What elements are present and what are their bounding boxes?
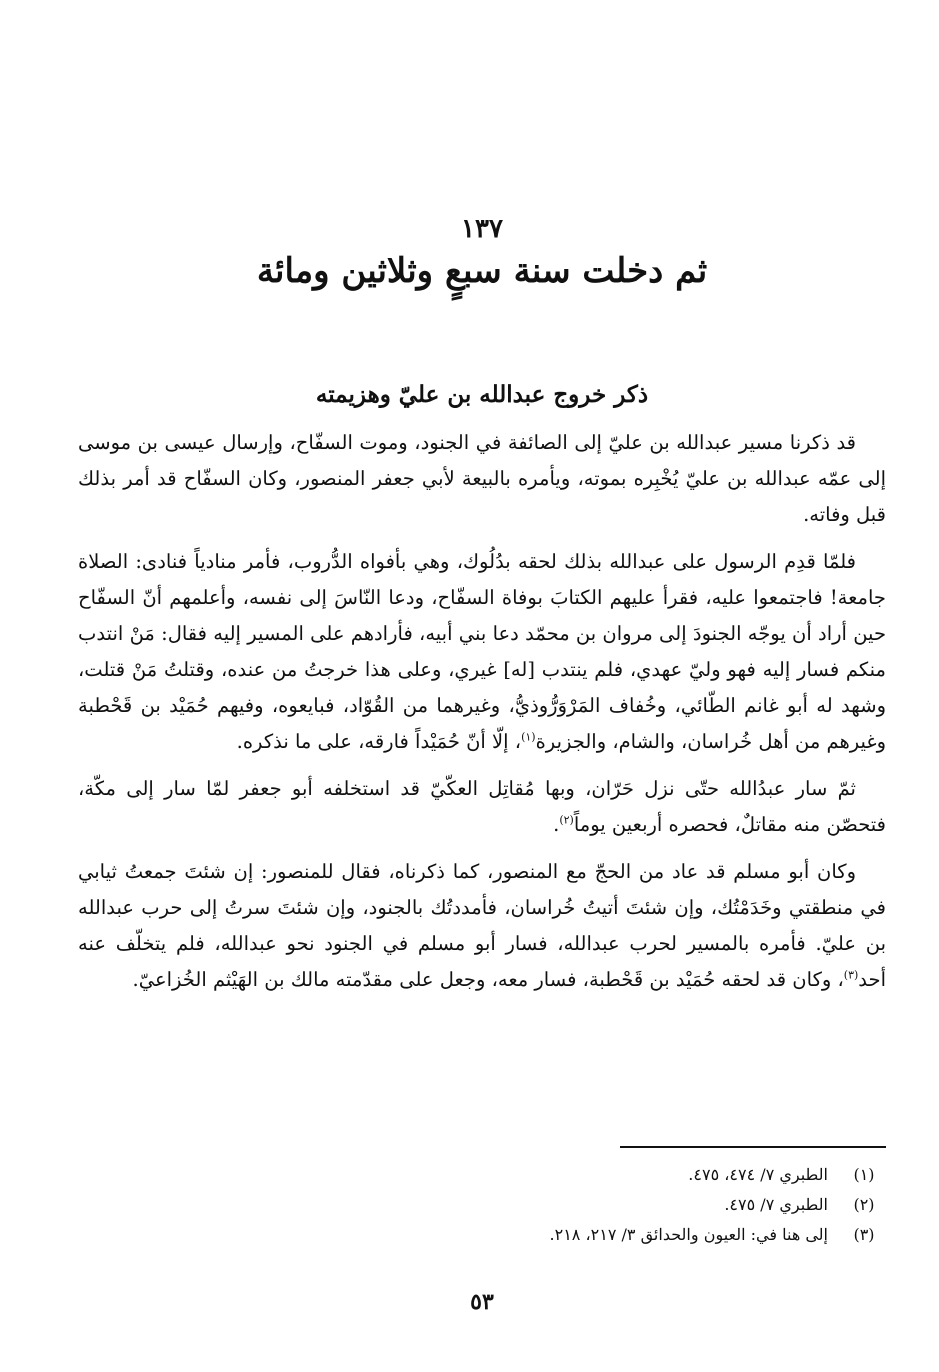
footnote-3 bbox=[78, 1220, 886, 1250]
footnote-1 bbox=[78, 1160, 886, 1190]
page-number: ٥٣ bbox=[470, 1289, 494, 1315]
footnote-2 bbox=[78, 1190, 886, 1220]
footnote-ref-2[interactable]: (٢) bbox=[559, 813, 574, 827]
year-title: ثم دخلت سنة سبعٍ وثلاثين ومائة bbox=[256, 251, 708, 291]
footnote-number: (١) bbox=[853, 1165, 875, 1184]
footnotes bbox=[78, 1160, 886, 1250]
year-number: ١٣٧ bbox=[461, 214, 503, 244]
footnote-text: الطبري ٧/ ٤٧٥. bbox=[724, 1195, 828, 1214]
footnote-number: (٣) bbox=[853, 1225, 875, 1244]
book-page bbox=[78, 0, 886, 1372]
footnote-ref-3[interactable]: (٣) bbox=[843, 968, 859, 982]
footnote-ref-1[interactable]: (١) bbox=[521, 730, 536, 744]
paragraph-1 bbox=[78, 425, 886, 533]
paragraph-text: فلمّا قدِم الرسول على عبدالله بذلك لحقه بدُلُوك، وهي بأفواه الدُّروب، فأمر منادياً فنادى: الصلاة جامعة! فاجتمعوا عليه، فقرأ عليهم الكتابَ بوفاة السفّاح، ودعا النّاسَ إلى نفسه، وأعلمهم أنّ السفّاح حين أراد أن يوجّه الجنودَ إلى مروان بن محمّد دعا بني أبيه، فأرادهم على المسير إليه فقال: مَنْ انتدب منكم فسار إليه فهو وليّ عهدي، فلم ينتدب [له] غيري، وعلى هذا خرجتُ من عنده، وقتلتُ مَنْ قتلت، وشهد له أبو غانم الطّائي، وخُفاف المَرْوَرُّوذيُّ، وغيرهما من القُوّاد، فبايعوه، وفيهم حُمَيْد بن قَحْطبة وغيرهم من أهل خُراسان، والشام، والجزيرة bbox=[78, 550, 886, 753]
footnote-divider bbox=[620, 1146, 886, 1148]
paragraph-text: ، وكان قد لحقه حُمَيْد بن قَحْطبة، فسار معه، وجعل على مقدّمته مالك بن الهَيْثم الخُزاعيّ. bbox=[132, 968, 844, 991]
paragraph-4 bbox=[78, 854, 886, 998]
section-heading: ذكر خروج عبدالله بن عليّ وهزيمته bbox=[315, 381, 649, 408]
footnote-text: الطبري ٧/ ٤٧٤، ٤٧٥. bbox=[688, 1165, 828, 1184]
paragraph-2 bbox=[78, 544, 886, 760]
footnote-number: (٢) bbox=[853, 1195, 875, 1214]
paragraph-text: ثمّ سار عبدُالله حتّى نزل حَرّان، وبها مُقاتِل العكّيّ قد استخلفه أبو جعفر لمّا سار إلى مكّة، فتحصّن منه مقاتلٌ، فحصره أربعين يوماً bbox=[78, 777, 886, 836]
paragraph-text: قد ذكرنا مسير عبدالله بن عليّ إلى الصائفة في الجنود، وموت السفّاح، وإرسال عيسى بن موسى إلى عمّه عبدالله بن عليّ يُخْبِره بموته، ويأمره بالبيعة لأبي جعفر المنصور، وكان السفّاح قد أمر بذلك قبل وفاته. bbox=[78, 431, 886, 526]
paragraph-text: وكان أبو مسلم قد عاد من الحجّ مع المنصور، كما ذكرناه، فقال للمنصور: إن شئتَ جمعتُ ثيابي في منطقتي وخَدَمْتُك، وإن شئتَ أتيتُ خُراسان، فأمددتُك بالجنود، وإن شئتَ سرتُ إلى حرب عبدالله بن عليّ. فأمره بالمسير لحرب عبدالله، فسار أبو مسلم في الجنود نحو عبدالله، فلم يتخلّف عنه أحد bbox=[78, 860, 886, 991]
body-text bbox=[78, 425, 886, 1009]
paragraph-text: . bbox=[553, 813, 560, 836]
paragraph-text: ، إلّا أنّ حُمَيْداً فارقه، على ما نذكره. bbox=[236, 730, 522, 753]
paragraph-3 bbox=[78, 771, 886, 843]
footnote-text: إلى هنا في: العيون والحدائق ٣/ ٢١٧، ٢١٨. bbox=[549, 1225, 828, 1244]
